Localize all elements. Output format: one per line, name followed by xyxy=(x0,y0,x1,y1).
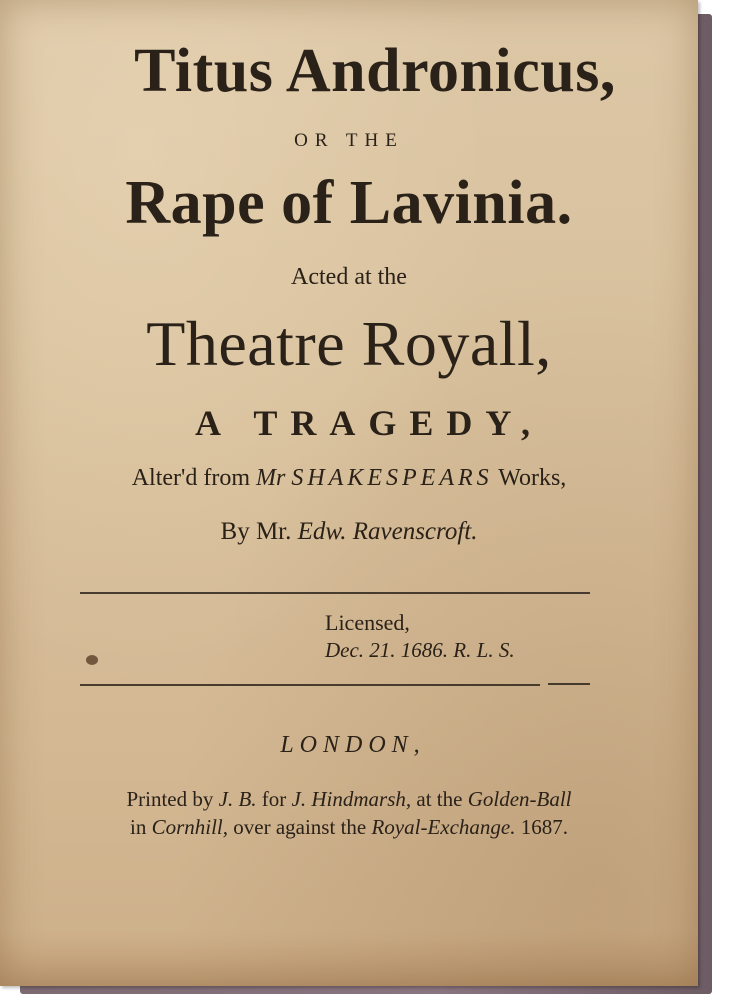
shop-sign: Golden-Ball xyxy=(467,787,572,811)
acted-at: Acted at the xyxy=(291,264,407,290)
street-name: Cornhill, xyxy=(151,815,229,839)
imprint-city: LONDON, xyxy=(280,732,426,758)
exchange-name: Royal-Exchange. xyxy=(371,815,516,839)
rule-bottom-end xyxy=(548,683,590,685)
author-name: Edw. Ravenscroft. xyxy=(297,518,478,545)
ink-blot xyxy=(86,655,98,665)
author-line xyxy=(0,519,698,544)
printed-by: Printed by xyxy=(126,787,219,811)
printed-for: for xyxy=(256,787,292,811)
altered-mr: Mr xyxy=(256,465,286,491)
title-line-2: Rape of Lavinia. xyxy=(125,169,573,237)
in-prefix: in xyxy=(129,815,152,839)
license-label: Licensed, xyxy=(325,610,410,635)
altered-prefix: Alter'd from xyxy=(131,465,256,491)
license-date: Dec. 21. 1686. R. L. S. xyxy=(325,638,515,662)
by-prefix: By Mr. xyxy=(220,518,298,545)
theatre-name: Theatre Royall, xyxy=(146,308,552,379)
paper-stain xyxy=(0,930,698,986)
rule-bottom xyxy=(80,684,540,686)
genre: A TRAGEDY, xyxy=(194,403,544,443)
rule-top xyxy=(80,592,590,594)
imprint-line-2 xyxy=(0,817,698,838)
imprint-year: 1687. xyxy=(515,815,568,839)
printer-name: J. B. xyxy=(218,787,257,811)
printed-at: at the xyxy=(411,787,468,811)
imprint-line-1 xyxy=(0,789,698,810)
altered-suffix: Works, xyxy=(492,465,567,491)
publisher-name: J. Hindmarsh, xyxy=(291,787,412,811)
license-block xyxy=(325,612,515,661)
altered-author: SHAKESPEARS xyxy=(291,465,493,491)
over-against: over against the xyxy=(228,815,372,839)
title-line-1: Titus Andronicus, xyxy=(134,37,616,105)
or-the: OR THE xyxy=(294,130,404,151)
altered-line xyxy=(0,466,698,490)
